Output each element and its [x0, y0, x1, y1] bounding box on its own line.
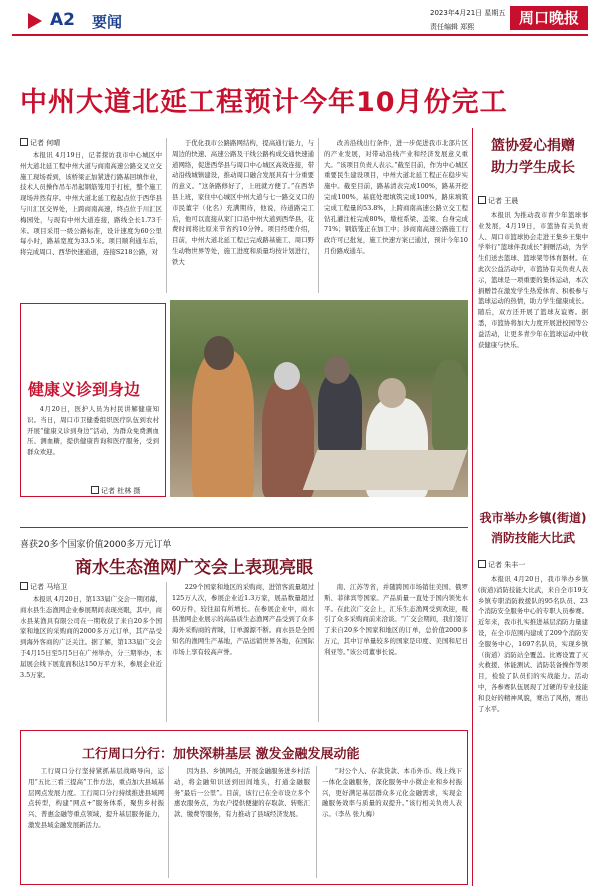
page-header	[12, 6, 588, 36]
main-headline: 中州大道北延工程预计今年10月份完工	[20, 87, 508, 118]
side-story-1-title-line-1: 篮协爱心捐赠	[491, 138, 575, 154]
table	[303, 450, 468, 490]
middle-story-col-2: 229个国家和地区的采购商，进馆客流量超过125万人次，参展企业近1.3万家，展品数量超过60万件，较往届有所增长。在参展企业中，商水县渔网企业展示的高品质生态渔网产品受到了众多海外采购商的青睐，订单源源不断。商水县是全国知名的渔网生产基地，产品远销世界各地，在国际市场上享有较高声誉。	[172, 583, 314, 656]
person-head	[274, 362, 300, 390]
photo-caption-box	[20, 303, 166, 497]
side-story-2-byline: 记者 朱丰一	[478, 560, 525, 570]
bottom-story-headline: 工行周口分行：加快深耕基层 激发金融发展动能	[82, 747, 360, 762]
issue-date: 2023年4月21日 星期五	[430, 9, 506, 17]
middle-story-subheadline: 喜获20多个国家价值2000多万元订单	[20, 540, 172, 550]
column-divider	[168, 766, 169, 878]
side-story-2-title-line-1: 我市举办乡镇(街道)	[479, 511, 587, 525]
person-head	[204, 336, 234, 370]
main-story-col-2: 于优化我市公路路网结构，提高通行能力，与周边的快速、高速公路及干线公路构成交通快速通道网络，促进西华县与周口中心城区高效连接，带动沿线城镇建设，推动周口融合发展具有十分重要的意义。“这条路修好了，上班就方便了。”在西华县上班，家住中心城区中州大道与七一路交叉口的市民董宇（化名）充满期待，他说，待道路完工后，他可以直接从家门口沿中州大道到西华县，花费时间将比原来节省约10分钟。项目经理介绍，目前，中州大道北延工程已完成路基施工、周口野生动物世界等处，施工进度和质量均按计划进行，铁大	[172, 139, 314, 266]
middle-story-headline: 商水生态渔网广交会上表现亮眼	[75, 558, 313, 578]
photo-caption: 4月20日，医护人员为村民讲解健康知识。当日，周口市卫健委组织医疗队伍到农村开展“健康义诊到身边”活动，为群众免费测血压、测血糖，提供健康咨询和医疗服务，受到群众欢迎。	[27, 405, 159, 457]
side-story-2-title	[478, 508, 588, 548]
side-story-1-title-line-2: 助力学生成长	[491, 160, 575, 176]
photo-headline: 健康义诊到身边	[28, 380, 141, 399]
main-story-col-3: 改善沿线出行条件，进一步促进我市北部片区的产业发展，对带动沿线产业和经济发展意义重大。“该项目负责人表示。”截至目前，作为中心城区重要民生建设项目，中州大道北延工程正在稳步实施中。截至目前，路基清表完成100%，路基开挖完成100%，基底处理填筑完成100%，路床填筑完成工程量的53.8%，上跨商南高速公路立交工程钻孔灌注桩完成80%，墩柱系梁、盖梁、台身完成71%；钢筋笼正在加工中；涉商南高速公路施工行政许可已批复，施工快速方案已通过，预计今年10月份路成通车。	[324, 139, 468, 255]
column-divider	[166, 138, 167, 293]
tree	[432, 360, 468, 450]
newspaper-logo: 周口晚报	[510, 6, 588, 30]
side-story-1-title	[478, 135, 588, 179]
column-divider	[318, 582, 319, 722]
column-divider	[318, 138, 319, 293]
person-figure	[192, 350, 254, 497]
side-story-1-byline: 记者 王晨	[478, 196, 518, 206]
main-story-col-1: 本报讯 4月19日，记者探访我市中心城区中州大道北延工程中州大道与商南高速公路交叉立交施工现场看到，该桥梁正加紧进行路基回填作业，技术人员操作吊车吊起钢筋笼用于打桩，整个施工现场井然有序。中州大道北延工程起点位于西华县与川汇区交界处，上跨商南高速，终点位于川汇区梅园处，与现有中州大道连接，路线全长1.73千米。项目采用一级公路标准，设计速度为60公里每小时，路基宽度为33.5米。项目顺利通车后，将完成周口、西华快速通道，连接S218公路，对	[20, 151, 162, 257]
section-arrow-icon	[28, 13, 42, 29]
column-divider	[166, 582, 167, 722]
person-head	[324, 356, 350, 384]
side-column-divider	[472, 128, 473, 886]
editor-credit: 责任编辑 郑熙	[430, 23, 475, 31]
middle-story-col-3: 南、江苏等省，并随跨国市场销往美国、俄罗斯、菲律宾等国家。产品质量一直处于国内领先水平。在此次广交会上，汇乐生态渔网受到欢迎，吸引了众多采购商前来洽谈。“广交会期间，我们签订了来自20多个国家和地区的订单，总价值2000多万元，其中订单量较多的国家是印度、美国和尼日利亚等。”该公司董事长说。	[324, 583, 468, 656]
middle-story-col-1: 本报讯 4月20日，第133届广交会一期闭幕，商水县生态渔网企业参展期间表现亮眼，其中，商水县某渔具有限公司在一期收获了来自20多个国家和地区的采购商的2000多万元订单，其产品受到海外客商的广泛关注。据了解，第133届广交会于4月15日至5月5日在广州举办，分三期举办，本届展会线下展览面积达150万平方米，参展企业近3.5万家。	[20, 595, 162, 679]
page-number: A2	[50, 10, 75, 30]
side-story-2-title-line-2: 消防技能大比武	[490, 531, 575, 545]
middle-byline: 记者 马培卫	[20, 582, 67, 592]
side-story-1-body: 本报讯 为推动我市青少年篮球事业发展，4月19日，市篮协有关负责人、周口市篮球协会走进王集乡王集中学举行“篮球伴我成长”捐赠活动，为学生们送去篮球、篮球架等体育器材。在此次公益活动中，市篮协有关负责人表示，篮球是一项重要的集体运动，本次捐赠旨在激发学生热爱体育、积极参与篮球运动的热情，助力学生健康成长。随后，双方还开展了篮球友谊赛。据悉，市篮协将加大力度开展进校园等公益活动，让更多青少年在篮球运动中收获健康与快乐。	[478, 211, 588, 349]
person-head	[378, 378, 406, 408]
main-byline: 记者 何晴	[20, 138, 60, 148]
side-story-2-body: 本报讯 4月20日，我市举办乡镇(街道)消防技能大比武，来自全市19支乡镇专职消防救援队的95名队员、23个消防安全服务中心的专职人员参赛。近年来，我市扎实推进基层消防力量建设，在全市范围内建成了209个消防安全服务中心，1697名队员，实现乡镇（街道）消防站全覆盖。比赛设置了灭火救援、体能测试、消防装备操作等项目，检验了队员们的实战能力。活动中，各参赛队伍展现了过硬的专业技能和良好的精神风貌，赛出了风格，赛出了水平。	[478, 575, 588, 713]
person-figure	[318, 372, 362, 452]
section-name: 要闻	[92, 13, 123, 31]
column-divider	[316, 766, 317, 878]
photo-credit: 记者 杜林 摄	[91, 486, 140, 496]
section-divider	[20, 527, 468, 528]
bottom-story-col-3: “对公个人、存款贷款、本币外币、线上线下一体化金融服务，深化服务中小微企业和乡村振兴，更好满足基层群众多元化金融需求，实现金融服务效率与质量的双提升。”该行相关负责人表示。（李丛 张九梅）	[322, 767, 462, 819]
news-photo	[170, 300, 468, 497]
bottom-story-col-2: 因为县、乡镇网点，开展金融服务进乡村活动，将金融知识送到田间地头，打通金融服务“最后一公里”。目前，该行已在全市设立多个惠农服务点，为农户提供便捷的存取款、转账汇款、缴费等服务，有力推动了县域经济发展。	[174, 767, 310, 819]
bottom-story-col-1: 工行周口分行坚持紧抓基层战略导向，运用“五比三看三提高”工作方法，重点加大县域基层网点发展力度。工行周口分行持续推进县域网点转型，构建“网点+”服务体系，聚焦乡村振兴、普惠金融等重点领域，提升基层服务能力，激发县域金融发展新活力。	[28, 767, 164, 829]
